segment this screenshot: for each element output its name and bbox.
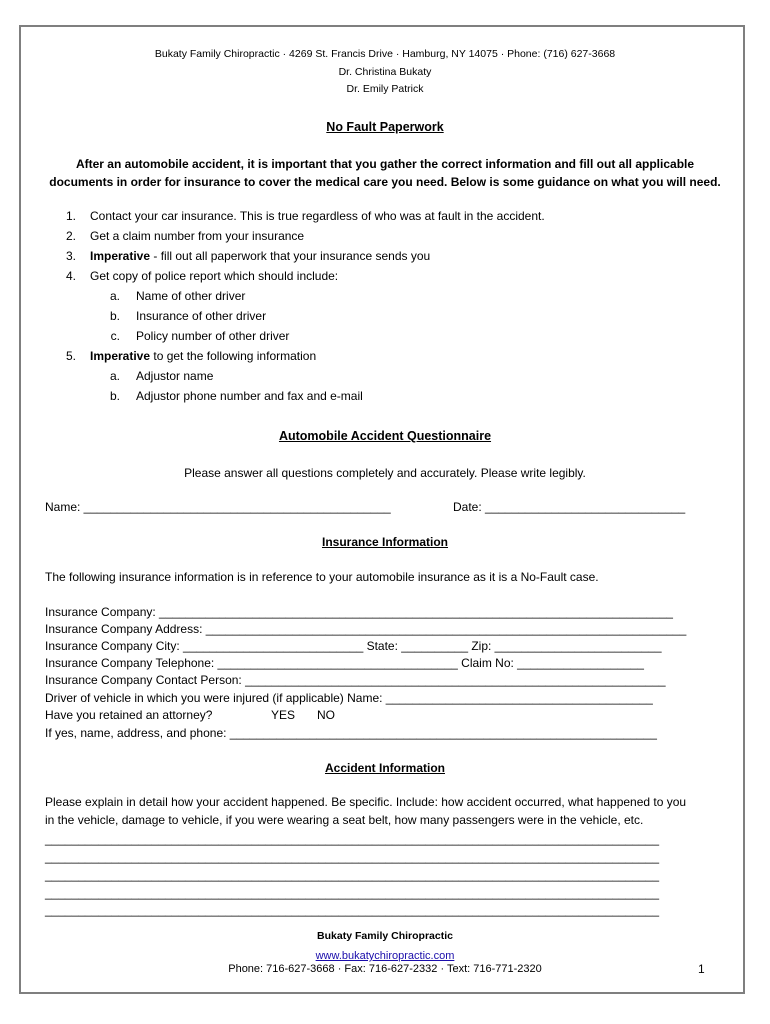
list-item-text <box>136 309 266 323</box>
insurance-contact-field[interactable]: Insurance Company Contact Person: _______________________________________________________________ <box>45 673 666 687</box>
list-item-text <box>90 249 430 263</box>
item-body-text: Insurance of other driver <box>136 309 267 323</box>
insurance-title: Insurance Information <box>321 535 449 549</box>
doctor-name: Dr. Emily Patrick <box>346 83 424 95</box>
list-item-text <box>90 229 304 243</box>
list-marker: a. <box>109 369 120 383</box>
page-number: 1 <box>698 962 705 976</box>
list-item-text <box>136 369 213 383</box>
driver-name-field[interactable]: Driver of vehicle in which you were injured (if applicable) Name: ________________________________________ <box>45 691 653 705</box>
attorney-yes-option[interactable]: YES <box>271 708 296 722</box>
practice-info-line: Bukaty Family Chiropractic · 4269 St. Francis Drive · Hamburg, NY 14075 · Phone: (716) 627-3668 <box>154 48 616 60</box>
list-marker: b. <box>109 309 120 323</box>
no-fault-title: No Fault Paperwork <box>326 120 444 134</box>
insurance-address-field[interactable]: Insurance Company Address: ________________________________________________________________________ <box>45 622 687 636</box>
insurance-intro: The following insurance information is in reference to your automobile insurance as it is a No-Fault case. <box>45 570 599 584</box>
attorney-question: Have you retained an attorney? <box>45 708 213 722</box>
item-body-text: Policy number of other driver <box>136 329 290 343</box>
item-body-text: - fill out all paperwork that your insurance sends you <box>150 249 431 263</box>
list-item-text <box>136 289 245 303</box>
list-marker: 3. <box>65 249 76 263</box>
insurance-telephone-claim-field[interactable]: Insurance Company Telephone: ____________________________________ Claim No: ___________________ <box>45 656 644 670</box>
list-marker: a. <box>109 289 120 303</box>
questionnaire-title: Automobile Accident Questionnaire <box>278 429 492 443</box>
accident-answer-line[interactable]: ____________________________________________________________________________________________ <box>45 832 659 846</box>
emphasis-text: Imperative <box>90 349 151 363</box>
accident-answer-line[interactable]: ____________________________________________________________________________________________ <box>45 850 659 864</box>
accident-answer-line[interactable]: ____________________________________________________________________________________________ <box>45 886 659 900</box>
item-body-text: Get copy of police report which should include: <box>90 269 339 283</box>
list-marker: 1. <box>65 209 76 223</box>
insurance-company-field[interactable]: Insurance Company: _____________________________________________________________________________ <box>45 605 673 619</box>
list-item-text <box>90 209 545 223</box>
accident-prompt: in the vehicle, damage to vehicle, if you were wearing a seat belt, how many passengers were in the vehicle, etc. <box>45 813 644 827</box>
insurance-city-state-zip-field[interactable]: Insurance Company City: ___________________________ State: __________ Zip: _________________________ <box>45 639 662 653</box>
attorney-details-field[interactable]: If yes, name, address, and phone: ________________________________________________________________ <box>45 726 657 740</box>
name-field[interactable]: Name: ______________________________________________ <box>45 500 391 514</box>
accident-prompt: Please explain in detail how your accident happened. Be specific. Include: how accident occurred, what happened to you <box>45 795 687 809</box>
item-body-text: Name of other driver <box>136 289 246 303</box>
accident-answer-line[interactable]: ____________________________________________________________________________________________ <box>45 903 659 917</box>
list-item-text <box>136 329 289 343</box>
list-marker: 4. <box>65 269 76 283</box>
item-body-text: Adjustor phone number and fax and e-mail <box>136 389 363 403</box>
list-item-text <box>90 269 338 283</box>
item-body-text: Adjustor name <box>136 369 214 383</box>
intro-line: After an automobile accident, it is important that you gather the correct information and fill out all applicable <box>75 157 695 171</box>
footer-contact: Phone: 716-627-3668 · Fax: 716-627-2332 · Text: 716-771-2320 <box>228 963 542 975</box>
footer-practice-name: Bukaty Family Chiropractic <box>317 930 453 942</box>
item-body-text: Get a claim number from your insurance <box>90 229 305 243</box>
list-marker: b. <box>109 389 120 403</box>
list-marker: 5. <box>65 349 76 363</box>
accident-title: Accident Information <box>324 761 445 775</box>
list-item-text <box>90 349 316 363</box>
website-link[interactable]: www.bukatychiropractic.com <box>315 950 455 962</box>
list-marker: 2. <box>65 229 76 243</box>
item-body-text: to get the following information <box>150 349 317 363</box>
accident-answer-line[interactable]: ____________________________________________________________________________________________ <box>45 868 659 882</box>
emphasis-text: Imperative <box>90 249 151 263</box>
doctor-name: Dr. Christina Bukaty <box>338 66 432 78</box>
list-item-text <box>136 389 363 403</box>
questionnaire-instructions: Please answer all questions completely and accurately. Please write legibly. <box>184 466 586 480</box>
attorney-no-option[interactable]: NO <box>317 708 335 722</box>
date-field[interactable]: Date: ______________________________ <box>453 500 686 514</box>
item-body-text: Contact your car insurance. This is true regardless of who was at fault in the accident. <box>90 209 545 223</box>
intro-line: documents in order for insurance to cover the medical care you need. Below is some guidance on what you will need. <box>49 175 721 189</box>
list-marker: c. <box>110 329 120 343</box>
